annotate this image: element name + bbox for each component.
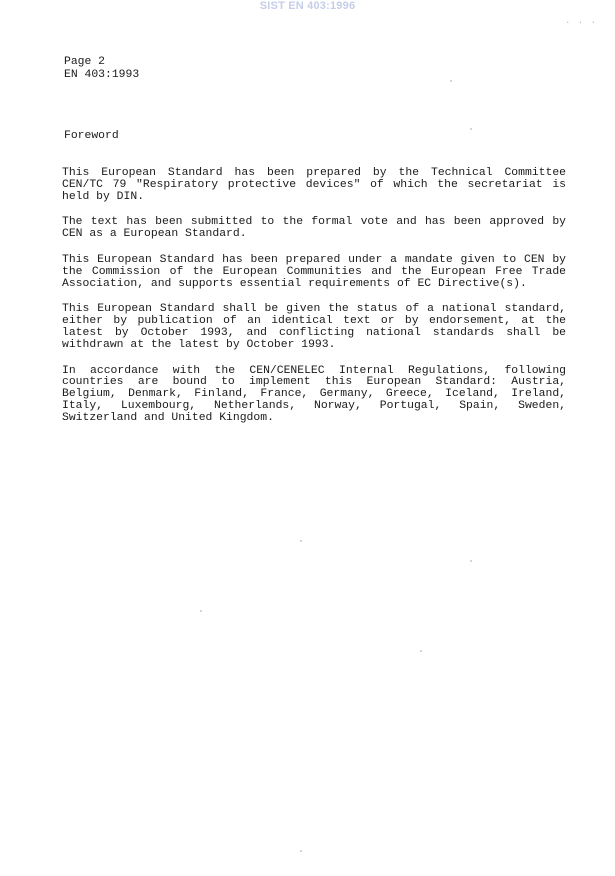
- section-title-foreword: Foreword: [64, 130, 119, 142]
- scan-speckle: [200, 610, 202, 612]
- page-header: [64, 56, 139, 82]
- scan-speckle: [420, 650, 422, 652]
- paragraph-committee: This European Standard has been prepared by the Technical Committee CEN/TC 79 "Respiratory protective devices" of which the secretariat is held by DIN.: [62, 167, 566, 203]
- scan-speckle: [470, 128, 472, 130]
- paragraph-national-status: This European Standard shall be given the status of a national standard, either by publication of an identical text or by endorsement, at the latest by October 1993, and conflicting national standards shall be withdrawn at the latest by October 1993.: [62, 303, 566, 351]
- scan-artifact-mark: · · ·: [564, 18, 597, 28]
- foreword-body: [62, 168, 566, 439]
- document-watermark: SIST EN 403:1996: [259, 0, 356, 12]
- document-id: EN 403:1993: [64, 69, 140, 81]
- scan-speckle: [300, 850, 302, 852]
- scan-speckle: [450, 80, 452, 82]
- paragraph-vote: The text has been submitted to the formal vote and has been approved by CEN as a European Standard.: [62, 216, 566, 241]
- scan-speckle: [470, 560, 472, 562]
- page-number-label: Page 2: [64, 56, 106, 68]
- paragraph-countries: In accordance with the CEN/CENELEC Internal Regulations, following countries are bound to implement this European Standard: Austria, Belgium, Denmark, Finland, France, Germany, Greece, Iceland, Ireland, Italy, Luxembourg, Netherlands, Norway, Portugal, Spain, Sweden, Switzerland and United Kingdom.: [62, 364, 566, 424]
- scan-speckle: [300, 540, 302, 542]
- paragraph-mandate: This European Standard has been prepared under a mandate given to CEN by the Commission of the European Communities and the European Free Trade Association, and supports essential requirements of EC Directive(s).: [62, 253, 566, 290]
